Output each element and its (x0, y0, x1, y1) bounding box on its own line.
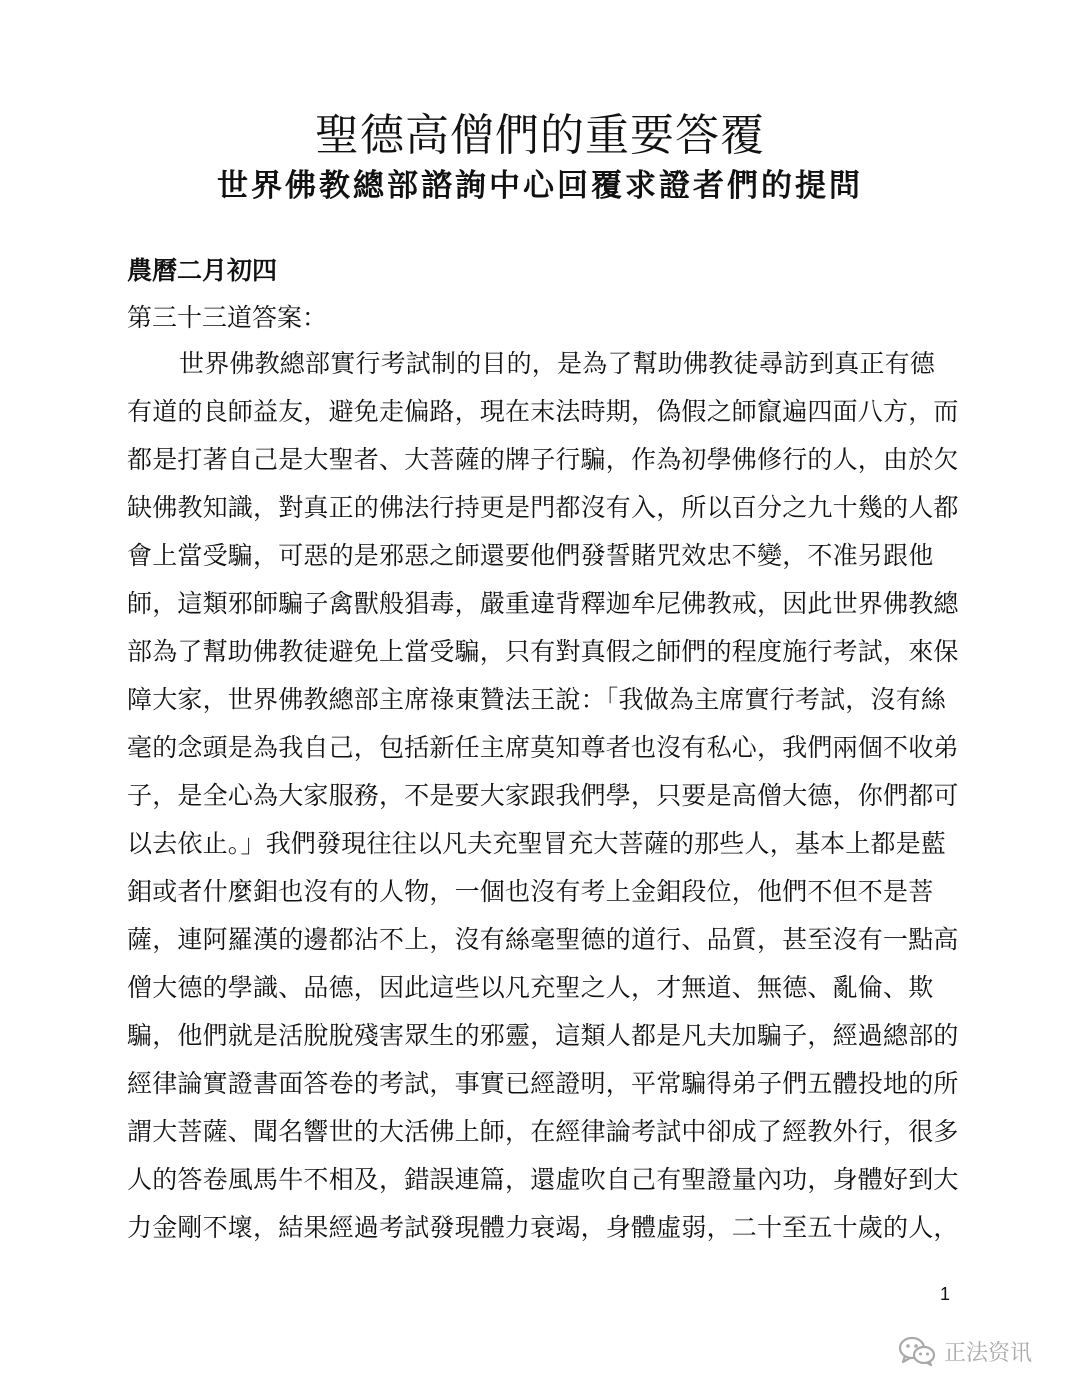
body-line: 世界佛教總部實行考試制的目的，是為了幫助佛教徒尋訪到真正有德 (179, 349, 936, 378)
body-line: 師，這類邪師騙子禽獸般猖毒，嚴重違背釋迦牟尼佛教戒，因此世界佛教總 (127, 589, 959, 618)
lunar-date-heading: 農曆二月初四 (127, 256, 278, 285)
body-line: 僧大德的學識、品德，因此這些以凡充聖之人，才無道、無德、亂倫、欺 (127, 973, 934, 1002)
watermark-text: 正法资讯 (944, 1340, 1033, 1366)
body-text (127, 344, 957, 1256)
body-line: 子，是全心為大家服務，不是要大家跟我們學，只要是高僧大德，你們都可 (127, 781, 959, 810)
body-line: 都是打著自己是大聖者、大菩薩的牌子行騙，作為初學佛修行的人，由於欠 (127, 445, 959, 474)
body-line: 以去依止。」我們發現往往以凡夫充聖冒充大菩薩的那些人，基本上都是藍 (127, 829, 947, 858)
body-line: 薩，連阿羅漢的邊都沾不上，沒有絲毫聖德的道行、品質，甚至沒有一點高 (127, 925, 959, 954)
page-number: 1 (940, 1284, 951, 1304)
body-line: 人的答卷風馬牛不相及，錯誤連篇，還虛吹自己有聖證量內功，身體好到大 (127, 1165, 959, 1194)
body-line: 力金剛不壞，結果經過考試發現體力衰竭，身體虛弱，二十至五十歲的人， (127, 1213, 959, 1242)
body-line: 會上當受騙，可惡的是邪惡之師還要他們發誓賭咒效忠不變，不准另跟他 (127, 541, 934, 570)
body-line: 障大家，世界佛教總部主席祿東贊法王說：「我做為主席實行考試，沒有絲 (127, 685, 947, 714)
body-line: 缺佛教知識，對真正的佛法行持更是門都沒有入，所以百分之九十幾的人都 (127, 493, 959, 522)
body-line: 毫的念頭是為我自己，包括新任主席莫知尊者也沒有私心，我們兩個不收弟 (127, 733, 959, 762)
document-title: 聖德高僧們的重要答覆 (315, 110, 765, 161)
body-line: 經律論實證書面答卷的考試，事實已經證明，平常騙得弟子們五體投地的所 (127, 1069, 959, 1098)
body-line: 鉬或者什麼鉬也沒有的人物，一個也沒有考上金鉬段位，他們不但不是菩 (127, 877, 934, 906)
watermark (898, 1331, 1032, 1371)
document-subtitle: 世界佛教總部諮詢中心回覆求證者們的提問 (217, 168, 863, 204)
body-line: 有道的良師益友，避免走偏路，現在末法時期，偽假之師竄遍四面八方，而 (127, 397, 959, 426)
wechat-icon (898, 1335, 936, 1367)
body-line: 謂大菩薩、聞名響世的大活佛上師，在經律論考試中卻成了經教外行，很多 (127, 1117, 959, 1146)
body-line: 部為了幫助佛教徒避免上當受騙，只有對真假之師們的程度施行考試，來保 (127, 637, 959, 666)
answer-label: 第三十三道答案： (127, 303, 328, 332)
body-line: 騙，他們就是活脫脫殘害眾生的邪靈，這類人都是凡夫加騙子，經過總部的 (127, 1021, 959, 1050)
